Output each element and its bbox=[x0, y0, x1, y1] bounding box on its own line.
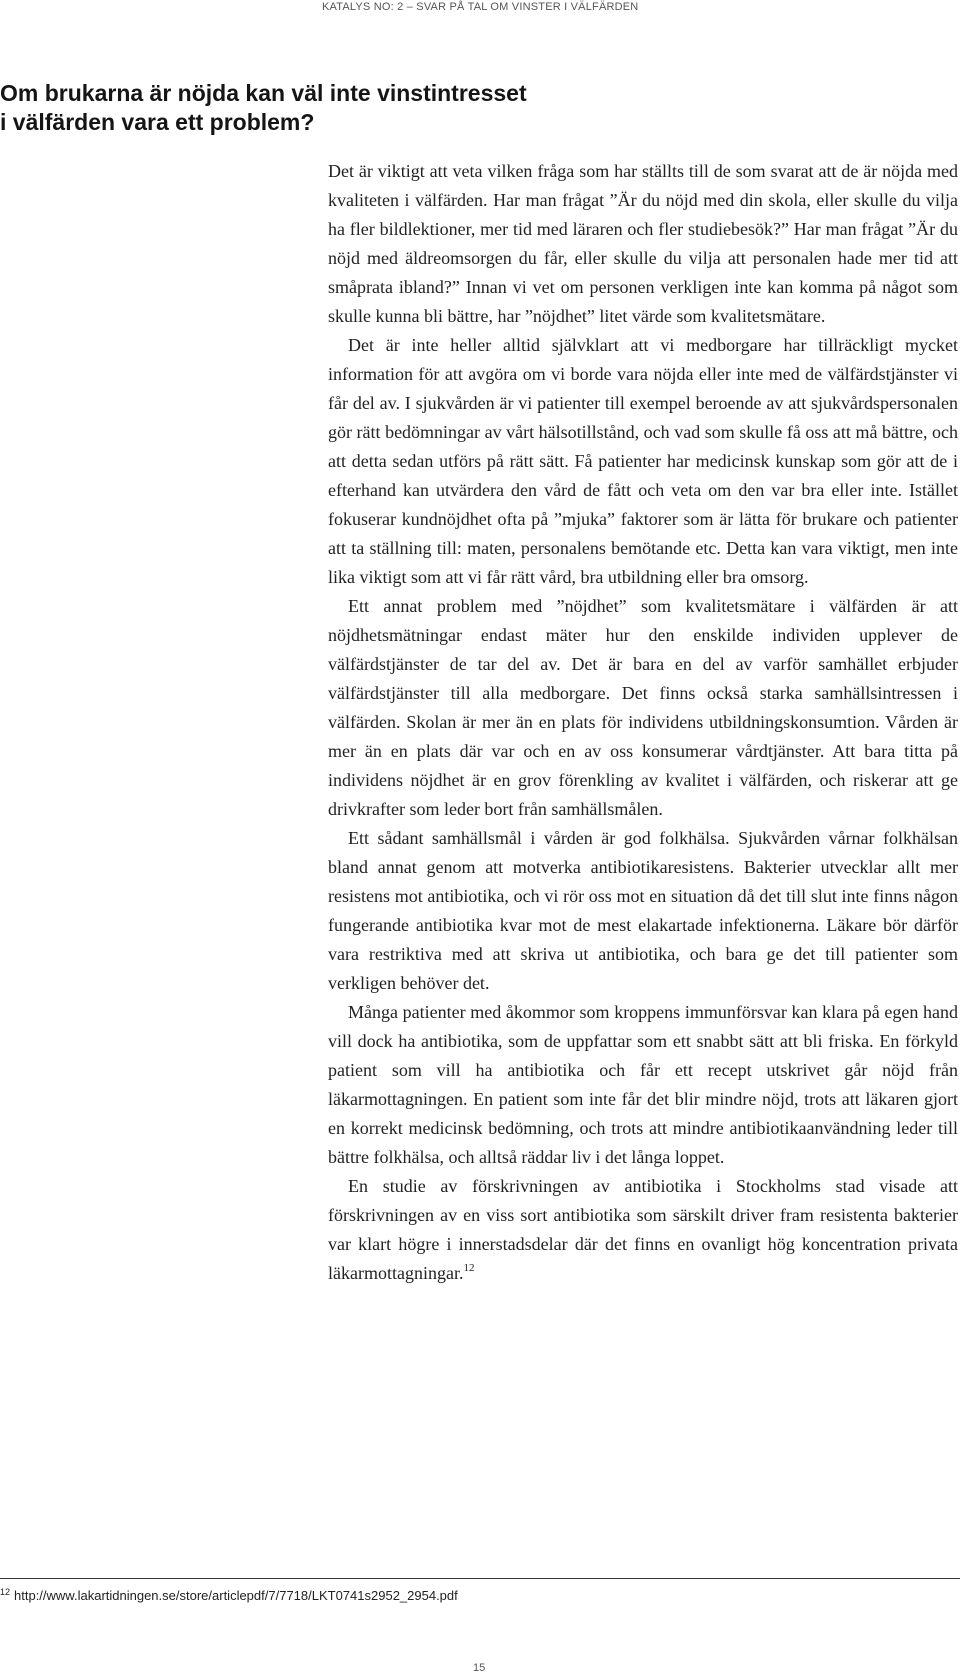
page-title-line-2: i välfärden vara ett problem? bbox=[0, 109, 315, 135]
page-title bbox=[0, 79, 700, 137]
paragraph-3: Ett annat problem med ”nöjdhet” som kvalitetsmätare i välfärden är att nöjdhetsmätningar endast mäter hur den enskilde individen upplever de välfärdstjänster de tar del av. Det är bara en del av varför samhället erbjuder välfärdstjänster till alla medborgare. Det finns också starka samhällsintressen i välfärden. Skolan är mer än en plats för individens utbildningskonsumtion. Vården är mer än en plats där var och en av oss konsumerar vårdtjänster. Att bara titta på individens nöjdhet är en grov förenkling av kvalitet i välfärden, och riskerar att ge drivkrafter som leder bort från samhällsmålen. bbox=[328, 596, 958, 819]
paragraph-4: Ett sådant samhällsmål i vården är god folkhälsa. Sjukvården vårnar folkhälsan bland annat genom att motverka antibiotikaresistens. Bakterier utvecklar allt mer resistens mot antibiotika, och vi rör oss mot en situation då det till slut inte finns någon fungerande antibiotika kvar mot de mest elakartade infektionerna. Läkare bör därför vara restriktiva med att skriva ut antibiotika, och bara ge det till patienter som verkligen behöver det. bbox=[328, 828, 958, 993]
paragraph-1: Det är viktigt att veta vilken fråga som har ställts till de som svarat att de är nöjda med kvaliteten i välfärden. Har man frågat ”Är du nöjd med din skola, eller skulle du vilja ha fler bildlektioner, mer tid med läraren och fler studiebesök?” Har man frågat ”Är du nöjd med äldreomsorgen du får, eller skulle du vilja att personalen hade mer tid att småprata ibland?” Innan vi vet om personen verkligen inte kan komma på något som skulle kunna bli bättre, har ”nöjdhet” litet värde som kvalitetsmätare. bbox=[328, 161, 958, 326]
footnote-reference[interactable]: 12 bbox=[463, 1262, 475, 1274]
page-number: 15 bbox=[473, 1662, 486, 1674]
footnote-link[interactable]: http://www.lakartidningen.se/store/articlepdf/7/7718/LKT0741s2952_2954.pdf bbox=[14, 1588, 458, 1603]
running-header: KATALYS NO: 2 – SVAR PÅ TAL OM VINSTER I VÄLFÄRDEN bbox=[322, 1, 639, 13]
page-title-line-1: Om brukarna är nöjda kan väl inte vinstintresset bbox=[0, 80, 527, 106]
footnote-number: 12 bbox=[0, 1587, 11, 1597]
paragraph-6-text: En studie av förskrivningen av antibiotika i Stockholms stad visade att förskrivningen av en viss sort antibiotika som särskilt driver fram resistenta bakterier var klart högre i innerstadsdelar där det finns en ovanligt hög koncentration privata läkarmottagningar. bbox=[328, 1176, 958, 1283]
article-body bbox=[328, 157, 958, 1288]
footnote-divider bbox=[0, 1578, 960, 1579]
paragraph-6 bbox=[328, 1172, 958, 1288]
paragraph-5: Många patienter med åkommor som kroppens immunförsvar kan klara på egen hand vill dock ha antibiotika, som de uppfattar som ett snabbt sätt att bli friska. En förkyld patient som vill ha antibiotika och får ett recept utskrivet går nöjd från läkarmottagningen. En patient som inte får det blir mindre nöjd, trots att läkaren gjort en korrekt medicinsk bedömning, och trots att mindre antibiotikaanvändning leder till bättre folkhälsa, och alltså räddar liv i det långa loppet. bbox=[328, 1002, 958, 1167]
footnote bbox=[0, 1588, 458, 1604]
paragraph-2: Det är inte heller alltid självklart att vi medborgare har tillräckligt mycket information för att avgöra om vi borde vara nöjda eller inte med de välfärdstjänster vi får del av. I sjukvården är vi patienter till exempel beroende av att sjukvårdspersonalen gör rätt bedömningar av vårt hälsotillstånd, och vad som skulle få oss att må bättre, och att detta sedan utförs på rätt sätt. Få patienter har medicinsk kunskap som gör att de i efterhand kan utvärdera den vård de fått och veta om den var bra eller inte. Istället fokuserar kundnöjdhet ofta på ”mjuka” faktorer som är lätta för brukare och patienter att ta ställning till: maten, personalens bemötande etc. Detta kan vara viktigt, men inte lika viktigt som att vi får rätt vård, bra utbildning eller bra omsorg. bbox=[328, 335, 958, 587]
